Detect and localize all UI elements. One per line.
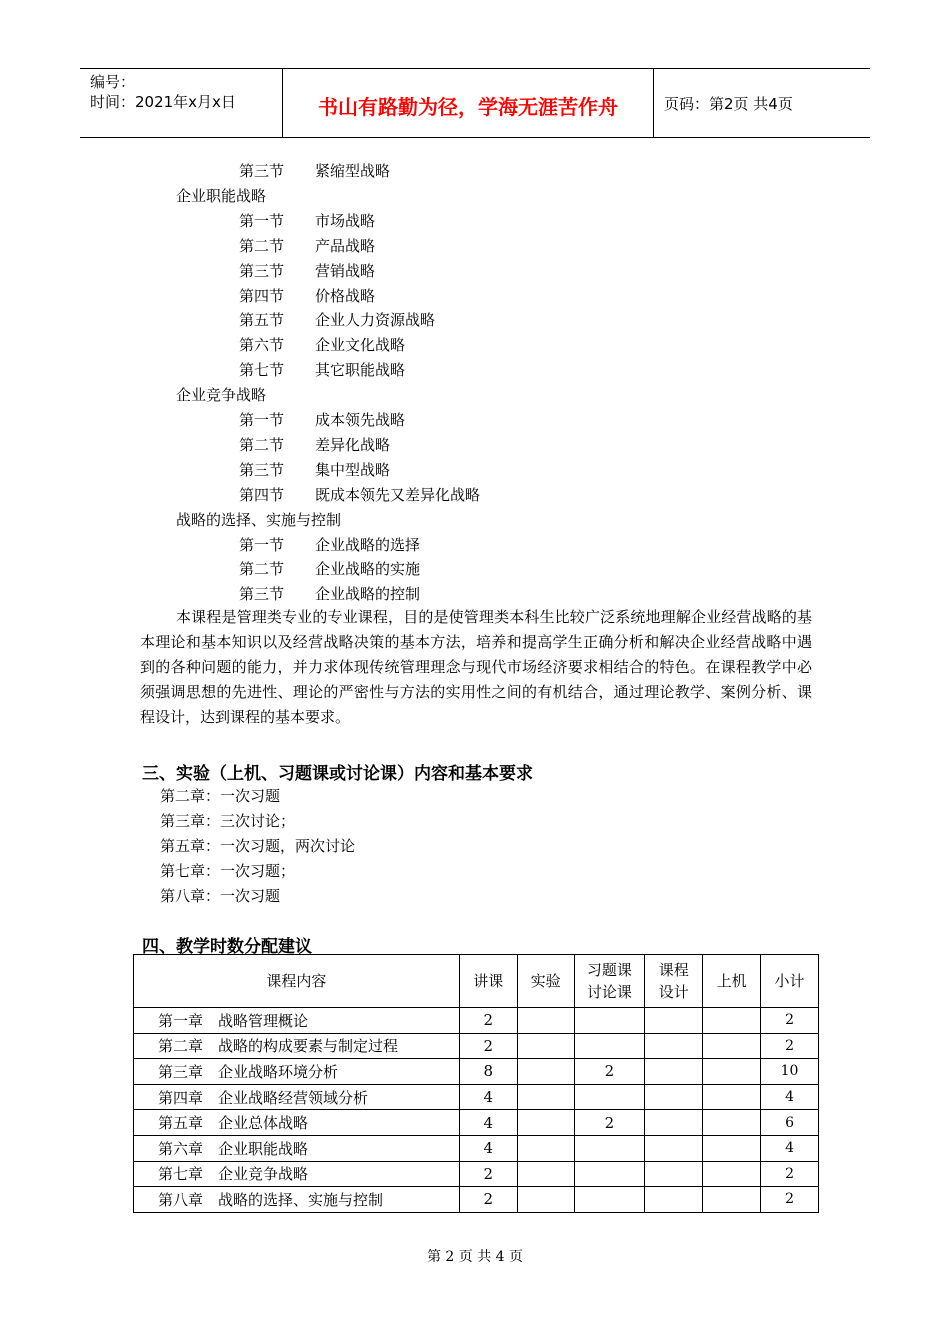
cell-subtotal: 2 xyxy=(761,1187,819,1213)
outline-section-number: 第三节 xyxy=(239,261,285,280)
cell-computer xyxy=(703,1084,761,1110)
outline-section-number: 第六节 xyxy=(239,336,285,355)
outline-section xyxy=(239,459,390,480)
outline-section-number: 第七节 xyxy=(239,361,285,380)
col-header-lecture: 讲课 xyxy=(459,955,517,1008)
cell-subtotal: 2 xyxy=(761,1161,819,1187)
cell-computer xyxy=(703,1033,761,1059)
outline-section-title: 营销战略 xyxy=(315,261,376,280)
outline-section-title: 市场战略 xyxy=(315,211,376,230)
cell-subtotal: 2 xyxy=(761,1008,819,1034)
page-header xyxy=(80,68,870,138)
cell-design xyxy=(645,1187,703,1213)
lab-item: 第八章：一次习题 xyxy=(160,887,281,905)
course-intro-paragraph: 本课程是管理类专业的专业课程，目的是使管理类本科生比较广泛系统地理解企业经营战略的基本理论和基本知识以及经营战略决策的基本方法，培养和提高学生正确分析和解决企业经营战略中遇到的各种问题的能力，并力求体现传统管理理念与现代市场经济要求相结合的特色。在课程教学中必须强调思想的先进性、理论的严密性与方法的实用性之间的有机结合，通过理论教学、案例分析、课程设计，达到课程的基本要求。 xyxy=(140,608,812,726)
col-header-subtotal: 小计 xyxy=(761,955,819,1008)
cell-subtotal: 4 xyxy=(761,1084,819,1110)
cell-subtotal: 2 xyxy=(761,1033,819,1059)
outline-section xyxy=(239,160,390,181)
cell-exercise xyxy=(574,1187,645,1213)
cell-computer xyxy=(703,1135,761,1161)
outline-section-title: 集中型战略 xyxy=(315,460,391,479)
outline-section xyxy=(239,409,405,430)
cell-lecture: 2 xyxy=(459,1161,517,1187)
outline-section-number: 第四节 xyxy=(239,286,285,305)
cell-exercise xyxy=(574,1084,645,1110)
lab-item: 第二章：一次习题 xyxy=(160,787,281,805)
header-number-label: 编号： xyxy=(90,73,136,91)
cell-exercise xyxy=(574,1008,645,1034)
outline-section xyxy=(239,434,390,455)
cell-experiment xyxy=(517,1110,574,1136)
outline-section-title: 其它职能战略 xyxy=(315,361,406,380)
outline-section xyxy=(239,235,375,256)
cell-computer xyxy=(703,1059,761,1085)
outline-section xyxy=(239,359,405,380)
cell-exercise: 2 xyxy=(574,1110,645,1136)
outline-section-title: 成本领先战略 xyxy=(315,411,406,429)
table-row xyxy=(134,1187,819,1213)
cell-subtotal: 6 xyxy=(761,1110,819,1136)
cell-exercise: 2 xyxy=(574,1059,645,1085)
cell-content: 第五章 企业总体战略 xyxy=(134,1110,460,1136)
outline-section-number: 第二节 xyxy=(239,236,285,255)
cell-design xyxy=(645,1135,703,1161)
cell-computer xyxy=(703,1161,761,1187)
table-row xyxy=(134,1110,819,1136)
table-row xyxy=(134,1135,819,1161)
outline-section-title: 紧缩型战略 xyxy=(315,162,391,180)
cell-design xyxy=(645,1084,703,1110)
cell-content: 第六章 企业职能战略 xyxy=(134,1135,460,1161)
lab-item: 第五章：一次习题，两次讨论 xyxy=(160,837,356,855)
cell-content: 第四章 企业战略经营领域分析 xyxy=(134,1084,460,1110)
outline-section-title: 价格战略 xyxy=(315,286,376,305)
cell-lecture: 4 xyxy=(459,1084,517,1110)
cell-lecture: 2 xyxy=(459,1187,517,1213)
cell-subtotal: 4 xyxy=(761,1135,819,1161)
outline-section xyxy=(239,558,420,579)
header-meta-cell xyxy=(80,69,283,137)
col-header-experiment: 实验 xyxy=(517,955,574,1008)
outline-section-number: 第五节 xyxy=(239,311,285,330)
col-header-exercise xyxy=(574,955,645,1008)
table-header-row xyxy=(134,955,819,1008)
outline-chapter-title: 企业职能战略 xyxy=(176,186,267,205)
col-header-design xyxy=(645,955,703,1008)
outline-section-title: 企业战略的实施 xyxy=(315,560,421,579)
cell-experiment xyxy=(517,1033,574,1059)
outline-section xyxy=(239,210,375,231)
cell-subtotal: 10 xyxy=(761,1059,819,1085)
table-row xyxy=(134,1033,819,1059)
outline-section-number: 第一节 xyxy=(239,211,285,230)
col-header-design-line1: 课程 xyxy=(658,961,689,979)
header-time-label: 时间：2021年x月x日 xyxy=(90,93,236,111)
cell-content: 第三章 企业战略环境分析 xyxy=(134,1059,460,1085)
hours-table xyxy=(133,954,819,1213)
cell-experiment xyxy=(517,1161,574,1187)
cell-exercise xyxy=(574,1033,645,1059)
section4-heading: 四、教学时数分配建议 xyxy=(142,937,312,957)
outline-section-title: 企业战略的选择 xyxy=(315,535,421,554)
cell-computer xyxy=(703,1187,761,1213)
outline-section xyxy=(239,309,435,330)
outline-section-number: 第一节 xyxy=(239,411,285,429)
cell-design xyxy=(645,1110,703,1136)
table-row xyxy=(134,1008,819,1034)
cell-computer xyxy=(703,1110,761,1136)
cell-computer xyxy=(703,1008,761,1034)
cell-design xyxy=(645,1161,703,1187)
cell-experiment xyxy=(517,1008,574,1034)
col-header-content: 课程内容 xyxy=(134,955,460,1008)
header-motto: 书山有路勤为径，学海无涯苦作舟 xyxy=(318,95,618,119)
outline-chapter-title: 战略的选择、实施与控制 xyxy=(176,510,342,529)
header-page-label: 页码：第2页 共4页 xyxy=(664,95,793,113)
table-row xyxy=(134,1059,819,1085)
col-header-design-line2: 设计 xyxy=(658,983,689,1001)
outline-section-number: 第一节 xyxy=(239,535,285,554)
cell-experiment xyxy=(517,1059,574,1085)
outline-section xyxy=(239,583,420,604)
header-page-cell xyxy=(654,69,870,137)
header-motto-cell xyxy=(283,69,654,137)
cell-lecture: 4 xyxy=(459,1110,517,1136)
cell-experiment xyxy=(517,1187,574,1213)
cell-lecture: 4 xyxy=(459,1135,517,1161)
outline-section-number: 第三节 xyxy=(239,460,285,479)
outline-section-title: 企业战略的控制 xyxy=(315,585,421,604)
page-footer: 第 2 页 共 4 页 xyxy=(426,1249,524,1265)
outline-section-title: 差异化战略 xyxy=(315,435,391,454)
lab-item: 第三章：三次讨论； xyxy=(160,812,296,830)
lab-item: 第七章：一次习题； xyxy=(160,862,296,880)
outline-section xyxy=(239,484,480,505)
outline-section xyxy=(239,285,375,306)
outline-section-title: 企业文化战略 xyxy=(315,336,406,355)
cell-content: 第一章 战略管理概论 xyxy=(134,1008,460,1034)
hours-table-body xyxy=(134,1008,819,1213)
col-header-exercise-line2: 讨论课 xyxy=(586,983,632,1001)
cell-content: 第八章 战略的选择、实施与控制 xyxy=(134,1187,460,1213)
outline-section-number: 第四节 xyxy=(239,485,285,504)
cell-lecture: 2 xyxy=(459,1008,517,1034)
outline-section-title: 既成本领先又差异化战略 xyxy=(315,485,481,504)
outline-section-title: 企业人力资源战略 xyxy=(315,311,436,330)
outline-section xyxy=(239,534,420,555)
cell-lecture: 8 xyxy=(459,1059,517,1085)
outline-section-title: 产品战略 xyxy=(315,236,376,255)
cell-experiment xyxy=(517,1135,574,1161)
cell-experiment xyxy=(517,1084,574,1110)
cell-exercise xyxy=(574,1135,645,1161)
table-row xyxy=(134,1161,819,1187)
outline-section xyxy=(239,260,375,281)
outline-section-number: 第三节 xyxy=(239,585,285,604)
outline-section-number: 第二节 xyxy=(239,435,285,454)
cell-content: 第二章 战略的构成要素与制定过程 xyxy=(134,1033,460,1059)
cell-lecture: 2 xyxy=(459,1033,517,1059)
outline-section-number: 第二节 xyxy=(239,560,285,579)
cell-design xyxy=(645,1033,703,1059)
outline-section xyxy=(239,334,405,355)
cell-design xyxy=(645,1008,703,1034)
outline-chapter-title: 企业竞争战略 xyxy=(176,386,267,405)
cell-exercise xyxy=(574,1161,645,1187)
outline-section-number: 第三节 xyxy=(239,162,285,180)
col-header-computer: 上机 xyxy=(703,955,761,1008)
cell-design xyxy=(645,1059,703,1085)
table-row xyxy=(134,1084,819,1110)
section3-heading: 三、实验（上机、习题课或讨论课）内容和基本要求 xyxy=(142,764,533,784)
cell-content: 第七章 企业竞争战略 xyxy=(134,1161,460,1187)
col-header-exercise-line1: 习题课 xyxy=(586,961,632,979)
